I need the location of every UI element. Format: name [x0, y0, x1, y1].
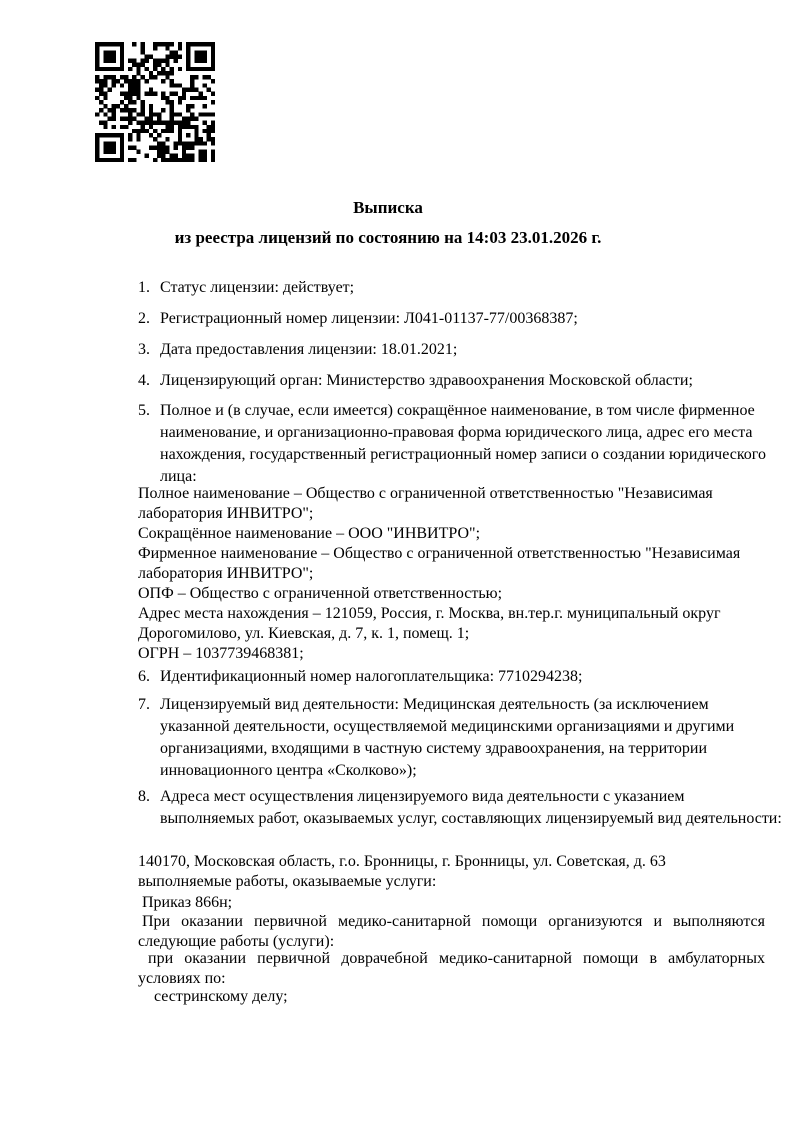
organization-details — [138, 484, 760, 664]
item-organization-heading — [138, 400, 782, 488]
item-number: 4. — [138, 372, 150, 389]
item-inn — [138, 666, 782, 688]
item-text: Идентификационный номер налогоплательщика: 7710294238; — [160, 668, 583, 685]
document-title: Выписка — [353, 198, 423, 217]
item-activity-addresses-heading — [138, 786, 782, 830]
item-number: 2. — [138, 310, 150, 327]
item-grant-date — [138, 339, 782, 361]
works-item-nursing: сестринскому делу; — [154, 988, 288, 1005]
qr-code — [95, 42, 215, 162]
works-label: выполняемые работы, оказываемые услуги: — [138, 873, 437, 890]
org-address: Адрес места нахождения – 121059, Россия, г. Москва, вн.тер.г. муниципальный округ Дорогомилово, ул. Киевская, д. 7, к. 1, помещ. 1; — [138, 605, 721, 642]
order-866n: Приказ 866н; — [142, 894, 233, 911]
item-licensing-authority — [138, 370, 782, 392]
item-activity-type — [138, 694, 782, 782]
item-text: Дата предоставления лицензии: 18.01.2021; — [160, 341, 458, 358]
activity-address: 140170, Московская область, г.о. Бронницы, г. Бронницы, ул. Советская, д. 63 — [138, 853, 666, 870]
item-text: Регистрационный номер лицензии: Л041-01137-77/00368387; — [160, 310, 578, 327]
org-ogrn: ОГРН – 1037739468381; — [138, 645, 304, 662]
item-text: Лицензируемый вид деятельности: Медицинская деятельность (за исключением указанной деятельности, осуществляемой медицинскими организациями и другими организациями, входящими в частную систему здравоохранения, на территории инновационного центра «Сколково»); — [160, 696, 735, 779]
item-text: Адреса мест осуществления лицензируемого вида деятельности с указанием выполняемых работ, оказываемых услуг, составляющих лицензируемый вид деятельности: — [160, 788, 782, 827]
works-paragraph-pre-medical-care: при оказании первичной доврачебной медико-санитарной помощи в амбулаторных условиях по: — [138, 950, 765, 987]
item-license-status — [138, 277, 782, 299]
item-number: 3. — [138, 341, 150, 358]
item-text: Лицензирующий орган: Министерство здравоохранения Московской области; — [160, 372, 693, 389]
org-brand-name: Фирменное наименование – Общество с ограниченной ответственностью "Независимая лаборатория ИНВИТРО"; — [138, 545, 741, 582]
activity-address-block — [138, 852, 760, 892]
item-number: 8. — [138, 788, 150, 805]
document-subtitle: из реестра лицензий по состоянию на 14:03 23.01.2026 г. — [174, 228, 602, 247]
org-full-name: Полное наименование – Общество с ограниченной ответственностью "Независимая лаборатория ИНВИТРО"; — [138, 485, 713, 522]
org-short-name: Сокращённое наименование – ООО "ИНВИТРО"; — [138, 525, 481, 542]
item-number: 5. — [138, 402, 150, 419]
item-registration-number — [138, 308, 782, 330]
item-number: 6. — [138, 668, 150, 685]
works-paragraph-primary-care: При оказании первичной медико-санитарной помощи организуются и выполняются следующие работы (услуги): — [138, 913, 765, 950]
item-number: 7. — [138, 696, 150, 713]
qr-code-image — [95, 42, 215, 162]
item-text: Статус лицензии: действует; — [160, 279, 355, 296]
item-number: 1. — [138, 279, 150, 296]
org-legal-form: ОПФ – Общество с ограниченной ответственностью; — [138, 585, 503, 602]
item-text: Полное и (в случае, если имеется) сокращённое наименование, в том числе фирменное наименование, и организационно-правовая форма юридического лица, адрес его места нахождения, государственный регистрационный номер записи о создании юридического лица: — [160, 402, 766, 485]
